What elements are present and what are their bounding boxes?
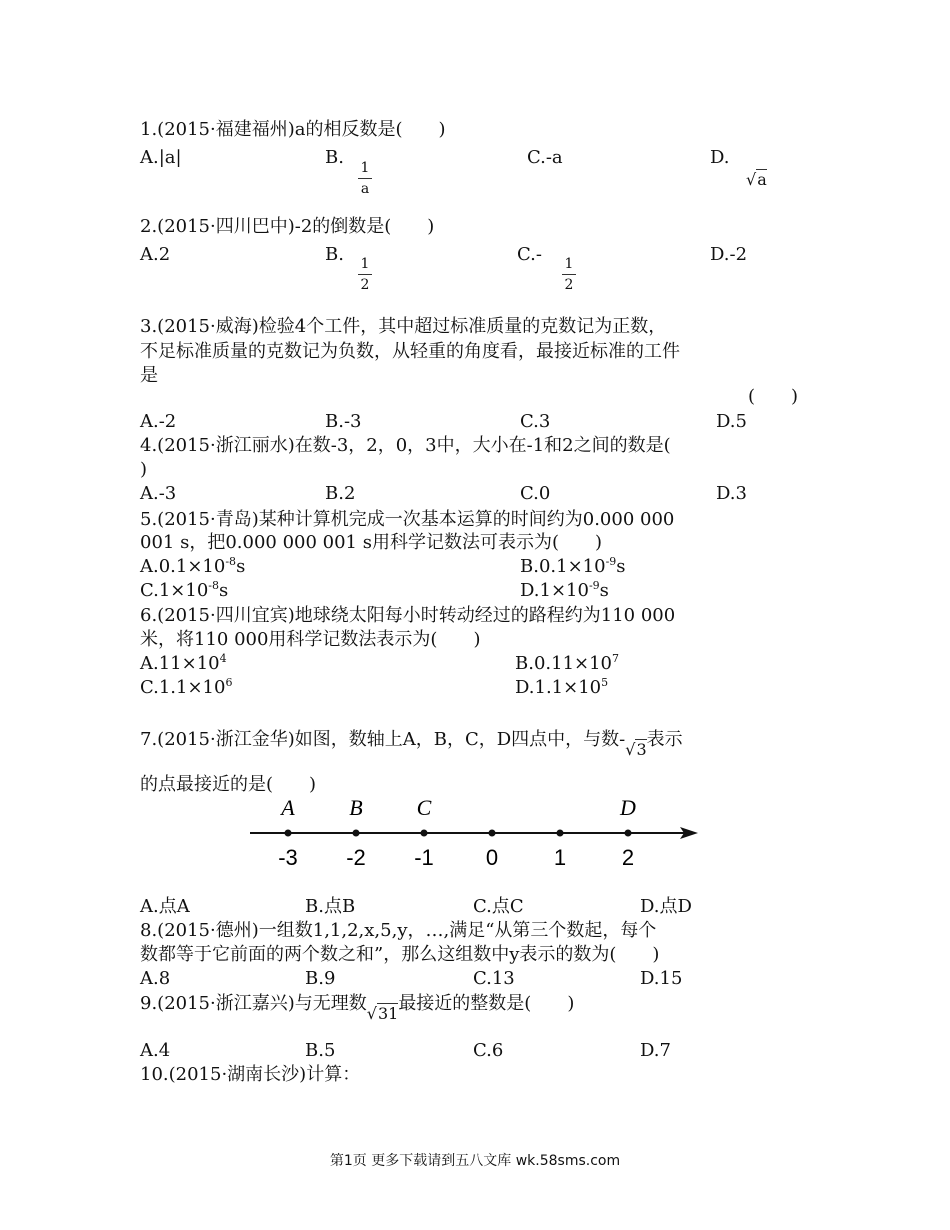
q4-option-c: C.0 <box>520 483 551 504</box>
q6-option-b: $B.0.11\times 10^7$ <box>515 652 620 674</box>
q6-line2: 米，将110 000用科学记数法表示为( ) <box>140 629 481 650</box>
q5-line1: 5.(2015·青岛)某种计算机完成一次基本运算的时间约为0.000 000 <box>140 509 675 530</box>
number-line-tick-label: -2 <box>346 845 366 870</box>
q5-option-c: $C.1\times 10^{-8}s$ <box>140 579 229 601</box>
q9-text-part1: 9.(2015·浙江嘉兴)与无理数 <box>140 993 367 1014</box>
q6-line1: 6.(2015·四川宜宾)地球绕太阳每小时转动经过的路程约为110 000 <box>140 605 676 626</box>
q8-option-a: A.8 <box>140 968 171 989</box>
q5-line2: 001 s，把0.000 000 001 s用科学记数法可表示为( ) <box>140 532 603 553</box>
q2-option-d: D.-2 <box>710 244 748 265</box>
radicand: a <box>757 170 767 189</box>
number-line-tick-label: 0 <box>485 845 499 870</box>
number-line-point <box>353 830 360 837</box>
number-line-tick-label: -3 <box>278 845 298 870</box>
q8-option-c: C.13 <box>473 968 515 989</box>
q9-option-a: A.4 <box>140 1040 171 1061</box>
q7-line2: 的点最接近的是( ) <box>140 774 317 795</box>
q6-option-c: $C.1.1\times 10^6$ <box>140 676 233 698</box>
number-line-tick-label: 1 <box>553 845 567 870</box>
fraction-denominator: 2 <box>564 277 574 293</box>
number-line-point <box>489 830 496 837</box>
q6-option-d: $D.1.1\times 10^5$ <box>515 676 609 698</box>
q9-text-part2: 最接近的整数是( ) <box>398 993 575 1014</box>
q1-stem: 1.(2015·福建福州)a的相反数是( ) <box>140 119 446 140</box>
q4-option-a: A.-3 <box>140 483 177 504</box>
q8-line2: 数都等于它前面的两个数之和”，那么这组数中y表示的数为( ) <box>140 944 660 965</box>
q9-option-c: C.6 <box>473 1040 504 1061</box>
q3-option-d: D.5 <box>716 411 747 432</box>
q1-option-b: B. <box>325 147 344 168</box>
page-footer: 第1页 更多下载请到五八文库 wk.58sms.com <box>329 1153 621 1169</box>
q9-sqrt: √31 <box>366 1004 399 1023</box>
q1-option-d: D. <box>710 147 730 168</box>
q2-fraction-b <box>358 256 372 293</box>
number-line-point <box>625 830 632 837</box>
number-line-point-label: A <box>281 795 295 820</box>
fraction-denominator: a <box>360 181 370 197</box>
q4-option-b: B.2 <box>325 483 356 504</box>
q3-line3: 是 <box>140 365 158 386</box>
q2-option-a: A.2 <box>140 244 171 265</box>
q1-sqrt: √a <box>746 170 767 189</box>
fraction-numerator: 1 <box>360 256 370 272</box>
number-line-figure <box>240 793 700 873</box>
number-line-point <box>557 830 564 837</box>
q3-line2: 不足标准质量的克数记为负数，从轻重的角度看，最接近标准的工件 <box>140 341 680 362</box>
q7-option-d: D.点D <box>640 896 692 917</box>
q2-option-c: C.- <box>517 244 542 265</box>
q9-option-d: D.7 <box>640 1040 671 1061</box>
q7-option-a: A.点A <box>140 896 190 917</box>
q5-option-d: $D.1\times 10^{-9}s$ <box>520 579 609 601</box>
number-line-tick-label: 2 <box>621 845 635 870</box>
q1-fraction <box>358 160 372 197</box>
q8-option-d: D.15 <box>640 968 683 989</box>
q7-text-part2: 表示 <box>646 729 683 750</box>
q4-line2: ) <box>140 459 148 480</box>
number-line-point-label: D <box>620 795 636 820</box>
q9-line1 <box>140 992 575 1023</box>
q7-text-part1: 7.(2015·浙江金华)如图，数轴上A，B，C，D四点中，与数- <box>140 729 626 750</box>
q3-option-a: A.-2 <box>140 411 177 432</box>
q10-line1: 10.(2015·湖南长沙)计算： <box>140 1064 361 1085</box>
q6-option-a: $A.11\times 10^4$ <box>140 652 227 674</box>
fraction-denominator: 2 <box>360 277 370 293</box>
q5-option-a: $A.0.1\times 10^{-8}s$ <box>140 555 246 577</box>
q7-option-c: C.点C <box>473 896 524 917</box>
q3-option-c: C.3 <box>520 411 551 432</box>
q7-sqrt: √3 <box>625 740 647 759</box>
q5-option-b: $B.0.1\times 10^{-9}s$ <box>520 555 626 577</box>
q2-stem: 2.(2015·四川巴中)-2的倒数是( ) <box>140 216 435 237</box>
q9-option-b: B.5 <box>305 1040 336 1061</box>
q8-option-b: B.9 <box>305 968 336 989</box>
fraction-numerator: 1 <box>564 256 574 272</box>
number-line-point <box>285 830 292 837</box>
number-line-point <box>421 830 428 837</box>
q1-option-a: A.|a| <box>140 147 182 168</box>
q8-line1: 8.(2015·德州)一组数1,1,2,x,5,y，…,满足“从第三个数起，每个 <box>140 920 657 941</box>
q7-line1 <box>140 728 683 759</box>
q2-option-b: B. <box>325 244 344 265</box>
number-line-tick-label: -1 <box>414 845 434 870</box>
q1-option-c: C.-a <box>527 147 563 168</box>
q7-option-b: B.点B <box>305 896 356 917</box>
fraction-numerator: 1 <box>360 160 370 176</box>
q3-option-b: B.-3 <box>325 411 362 432</box>
number-line-point-label: C <box>416 795 432 820</box>
radicand: 3 <box>636 740 647 759</box>
q4-line1: 4.(2015·浙江丽水)在数-3，2，0，3中，大小在-1和2之间的数是( <box>140 435 671 456</box>
radicand: 31 <box>377 1004 399 1023</box>
q4-option-d: D.3 <box>716 483 747 504</box>
q3-answer-paren: ( ) <box>748 386 799 407</box>
number-line-point-label: B <box>349 795 363 820</box>
q2-fraction-c <box>562 256 576 293</box>
q3-line1: 3.(2015·威海)检验4个工件，其中超过标准质量的克数记为正数， <box>140 316 667 337</box>
